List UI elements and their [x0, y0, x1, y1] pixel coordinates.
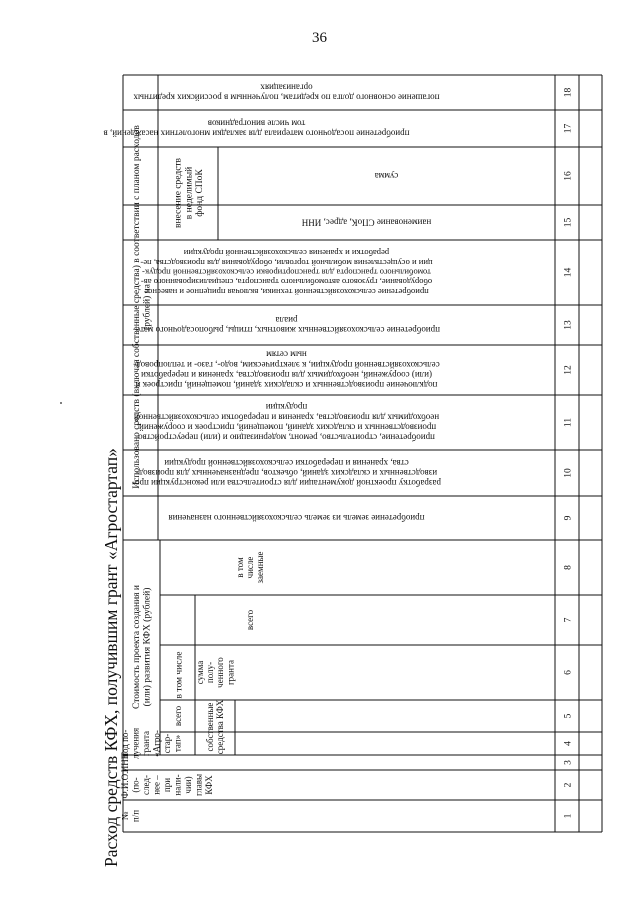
- column-number: 18: [563, 87, 574, 98]
- column-header-6: [195, 657, 235, 688]
- column-number: 17: [563, 123, 574, 134]
- column-number: 8: [563, 565, 574, 570]
- page-number: 36: [312, 30, 327, 46]
- column-header-15: [301, 217, 431, 227]
- column-header-14: [140, 248, 432, 297]
- header-text-line: (или) развития КФХ (рублей): [142, 587, 153, 707]
- header-text-line: тап»: [172, 734, 183, 753]
- header-text-line: Ф.И.О.: [120, 771, 130, 799]
- header-text-line: производственных и складских зданий, помещений, пристроек и сооружений,: [136, 422, 437, 433]
- column-number: 4: [563, 741, 574, 746]
- column-header-17: [104, 118, 410, 138]
- header-text-line: сумма: [195, 660, 206, 685]
- header-text-line: приобретение посадочного материала для закладки многолетних насаждений, в: [103, 128, 410, 139]
- column-number: 12: [563, 365, 574, 375]
- header-text-line: нали-: [172, 774, 183, 796]
- column-number: 2: [563, 782, 574, 788]
- header-text-line: ции и осуществления мобильной торговли, оборудования для производства, пе-: [140, 257, 433, 268]
- header-text-line: Стоимость проекта создания и: [132, 584, 143, 710]
- header-text-line: ченного: [215, 657, 226, 688]
- header-text-line: «Агро-: [151, 730, 162, 757]
- header-text-line: лучения: [130, 727, 141, 760]
- column-number: 11: [563, 417, 574, 428]
- column-header-12: [133, 350, 439, 390]
- header-text-line: приобретение сельскохозяйственных животных, птицы, рыбопосадочного мате-: [133, 324, 440, 335]
- header-text-line: №: [120, 811, 130, 821]
- column-header-13: [133, 315, 440, 335]
- header-text-line: подключение производственных и складских зданий, помещений, пристроек и: [135, 379, 438, 390]
- header-text-line: приобретение, строительство, ремонт, модернизацию и (или) переустройство: [138, 432, 435, 443]
- header-text-line: приобретение сельскохозяйственной техники, включая прицепное и навесное: [144, 286, 429, 297]
- header-text-line: в неделимый: [184, 166, 195, 220]
- header-text-line: наименование СПоК, адрес, ИНН: [301, 217, 432, 228]
- header-text-line: организациях: [260, 82, 313, 93]
- header-text-line: след-: [141, 775, 151, 795]
- header-text-line: стар-: [162, 733, 172, 754]
- column-header-10: [132, 458, 441, 488]
- column-number: 14: [563, 267, 574, 278]
- header-text-line: фонд СПоК: [194, 169, 205, 217]
- header-text-line: ства, хранения и переработки сельскохозяйственной продукции: [164, 457, 409, 468]
- header-text-line: в том числе: [174, 651, 185, 699]
- header-text-line: собственные: [205, 702, 216, 752]
- column-number: 10: [563, 468, 574, 478]
- header-text-line: чии): [183, 776, 193, 794]
- header-text-line: (по-: [130, 777, 141, 793]
- column-header-9: [169, 513, 425, 523]
- header-text-line: разработку проектной документации для строительства или реконструкции про-: [132, 477, 441, 488]
- own-funds-header: [205, 699, 225, 754]
- header-text-line: всего: [245, 609, 256, 631]
- header-text-line: нее –: [151, 775, 162, 795]
- table-title: Расход средств КФХ, получившим грант «Агростартап»: [101, 448, 121, 867]
- header-text-line: приобретение земель из земель сельскохозяйственного назначения: [168, 512, 425, 523]
- column-header-2: [120, 772, 214, 799]
- column-header-18: [133, 82, 440, 102]
- header-text-line: полу-: [205, 661, 216, 684]
- cost-group-header: [132, 585, 153, 709]
- column-number: 13: [563, 320, 574, 330]
- column-number: 1: [563, 813, 574, 819]
- header-text-line: заемные: [255, 551, 266, 584]
- column-number: 6: [563, 670, 574, 675]
- column-number: 3: [563, 760, 574, 765]
- header-text-line: ным сетям: [266, 349, 307, 360]
- header-text-line: КФХ: [204, 775, 214, 795]
- header-text-line: Использовано средств (включая собственные средства) в соответствии с планом расходов: [132, 125, 143, 489]
- header-text-line: сельскохозяйственной продукции, к электрическим, водо-, газо- и теплопровод-: [133, 359, 440, 370]
- column-header-8: [235, 551, 265, 583]
- header-text-line: гранта: [225, 659, 236, 686]
- header-text-line: риала: [275, 314, 298, 325]
- header-text-line: необходимых для производства, хранения и переработки сельскохозяйственной: [133, 412, 440, 423]
- header-text-line: гранта: [141, 730, 151, 757]
- incl-group-header: [174, 652, 184, 699]
- header-text-line: изводственных и складских зданий, объектов, предназначенных для производ-: [135, 467, 438, 478]
- column-number: 5: [563, 713, 574, 719]
- header-text-line: числе: [245, 556, 256, 579]
- header-text-line: средства КФХ: [215, 699, 226, 755]
- header-text-line: всего: [173, 705, 184, 727]
- header-text-line: сумма: [374, 170, 399, 181]
- header-text-line: томобильного транспорта для транспортировки сельскохозяйственной продук-: [142, 267, 431, 278]
- header-text-line: главы: [193, 773, 204, 797]
- header-text-line: в том: [235, 557, 246, 578]
- header-text-line: Год по-: [120, 729, 130, 758]
- column-number: 7: [563, 617, 574, 623]
- header-text-line: реработки и хранения сельскохозяйственной продукции: [183, 248, 390, 259]
- header-text-line: (рублей) на: [142, 284, 153, 330]
- column-number: 16: [563, 171, 574, 181]
- column-header-16: [375, 171, 399, 181]
- header-text-line: п/п: [130, 809, 141, 823]
- header-text-line: погашение основного долга по кредитам, полученным в российских кредитных: [133, 92, 440, 103]
- header-text-line: внесение средств: [173, 157, 184, 229]
- header-text-line: ИНН: [120, 752, 130, 773]
- column-number: 15: [563, 217, 574, 228]
- spok-group-header: [174, 157, 205, 228]
- column-header-4: [120, 728, 183, 759]
- header-text-line: (или) сооружений, необходимых для производства, хранения и переработки: [141, 369, 432, 380]
- header-text-line: продукции: [265, 402, 308, 413]
- column-header-11: [134, 402, 439, 442]
- column-header-7: [245, 609, 255, 630]
- column-number: 9: [563, 515, 574, 521]
- header-text-line: при: [162, 777, 172, 793]
- header-text-line: том числе виноградников: [207, 118, 306, 129]
- header-text-line: оборудование, грузового автомобильного транспорта, специализированного ав-: [140, 277, 433, 288]
- column-header-5: [173, 705, 183, 726]
